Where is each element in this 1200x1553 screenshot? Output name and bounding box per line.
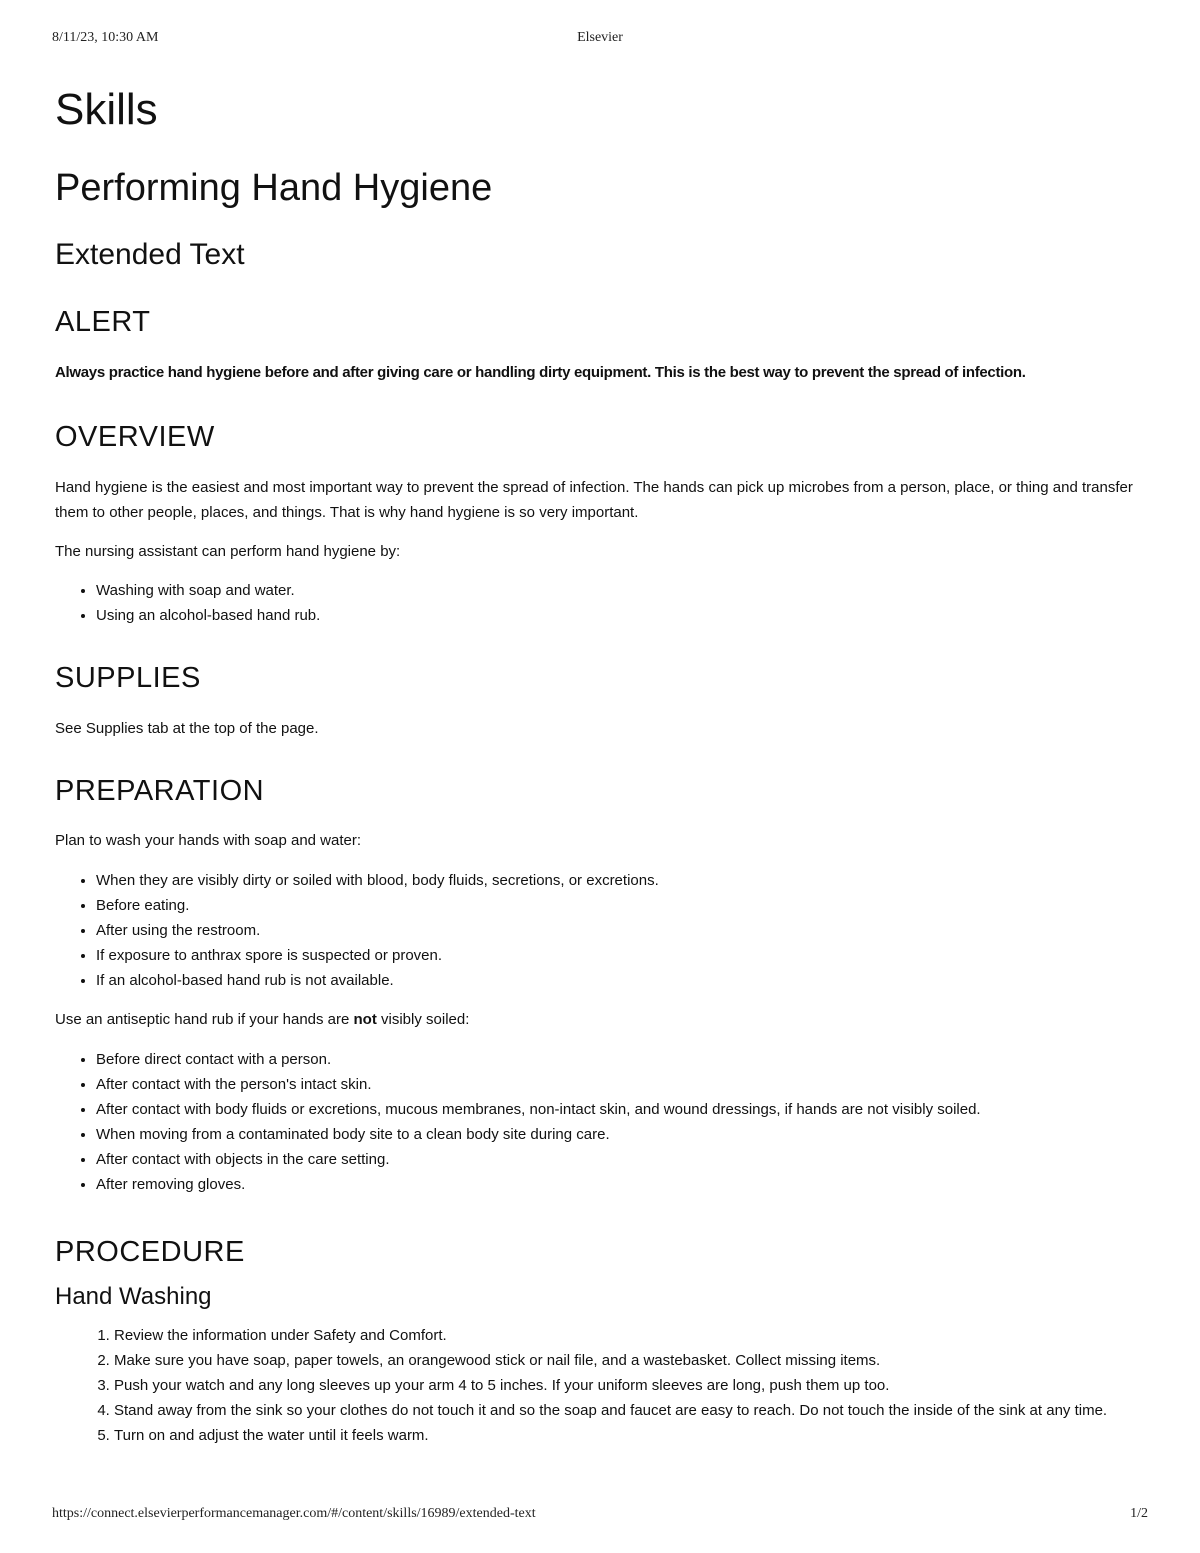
- preparation-lead: Plan to wash your hands with soap and water:: [55, 832, 362, 849]
- overview-section: [55, 418, 1150, 628]
- list-item: • Washing with soap and water.: [96, 578, 1150, 603]
- overview-paragraph: Hand hygiene is the easiest and most important way to prevent the spread of infection. The hands can pick up microbes from a person, place, or thing and transfer them to other people, places, and things. That is why hand hygiene is so very important.: [55, 479, 1133, 521]
- list-item: • Before eating.: [96, 893, 1150, 918]
- procedure-step: 3. Push your watch and any long sleeves up your arm 4 to 5 inches. If your uniform sleeves are long, push them up too.: [114, 1373, 1150, 1398]
- hand-rub-list: [55, 1047, 1150, 1197]
- print-datetime: 8/11/23, 10:30 AM: [52, 30, 159, 45]
- procedure-steps: [55, 1323, 1150, 1448]
- list-item: • Using an alcohol-based hand rub.: [96, 603, 1150, 628]
- print-header: [52, 30, 1148, 50]
- hand-rub-lead: Use an antiseptic hand rub if your hands are not visibly soiled:: [55, 1011, 470, 1028]
- supplies-text: See Supplies tab at the top of the page.: [55, 720, 319, 737]
- list-item: • After using the restroom.: [96, 918, 1150, 943]
- print-url: https://connect.elsevierperformancemanager.com/#/content/skills/16989/extended-text: [52, 1506, 536, 1521]
- soap-water-list: [55, 868, 1150, 993]
- procedure-step: 4. Stand away from the sink so your clothes do not touch it and so the soap and faucet are easy to reach. Do not touch the inside of the sink at any time.: [114, 1398, 1150, 1423]
- procedure-step: 1. Review the information under Safety and Comfort.: [114, 1323, 1150, 1348]
- procedure-section: [55, 1233, 1150, 1448]
- document-content: [55, 80, 1150, 1448]
- category-title: Skills: [55, 85, 158, 134]
- preparation-heading: PREPARATION: [55, 775, 265, 807]
- preparation-section: [55, 772, 1150, 1197]
- alert-heading: ALERT: [55, 306, 151, 338]
- overview-list: [55, 578, 1150, 628]
- procedure-heading: PROCEDURE: [55, 1236, 245, 1268]
- supplies-section: [55, 659, 1150, 741]
- list-item: • If an alcohol-based hand rub is not available.: [96, 968, 1150, 993]
- overview-lead: The nursing assistant can perform hand hygiene by:: [55, 543, 401, 560]
- list-item: • When they are visibly dirty or soiled with blood, body fluids, secretions, or excretions.: [96, 868, 1150, 893]
- procedure-step: 5. Turn on and adjust the water until it feels warm.: [114, 1423, 1150, 1448]
- list-item: • After contact with the person's intact skin.: [96, 1072, 1150, 1097]
- page-title: Performing Hand Hygiene: [55, 167, 493, 209]
- list-item: • If exposure to anthrax spore is suspected or proven.: [96, 943, 1150, 968]
- list-item: • When moving from a contaminated body site to a clean body site during care.: [96, 1122, 1150, 1147]
- list-item: • After removing gloves.: [96, 1172, 1150, 1197]
- procedure-step: 2. Make sure you have soap, paper towels, an orangewood stick or nail file, and a wastebasket. Collect missing items.: [114, 1348, 1150, 1373]
- overview-heading: OVERVIEW: [55, 421, 215, 453]
- list-item: • After contact with body fluids or excretions, mucous membranes, non-intact skin, and wound dressings, if hands are not visibly soiled.: [96, 1097, 1150, 1122]
- hand-washing-subheading: Hand Washing: [55, 1283, 212, 1310]
- alert-text: Always practice hand hygiene before and after giving care or handling dirty equipment. This is the best way to prevent the spread of infection.: [55, 364, 1026, 381]
- page-number: 1/2: [1130, 1506, 1148, 1521]
- alert-section: [55, 303, 1150, 385]
- print-footer: [52, 1506, 1148, 1526]
- emphasis-not: not: [353, 1011, 377, 1028]
- supplies-heading: SUPPLIES: [55, 662, 201, 694]
- page-subtitle: Extended Text: [55, 238, 245, 271]
- list-item: • After contact with objects in the care setting.: [96, 1147, 1150, 1172]
- list-item: • Before direct contact with a person.: [96, 1047, 1150, 1072]
- print-site-title: Elsevier: [577, 30, 623, 45]
